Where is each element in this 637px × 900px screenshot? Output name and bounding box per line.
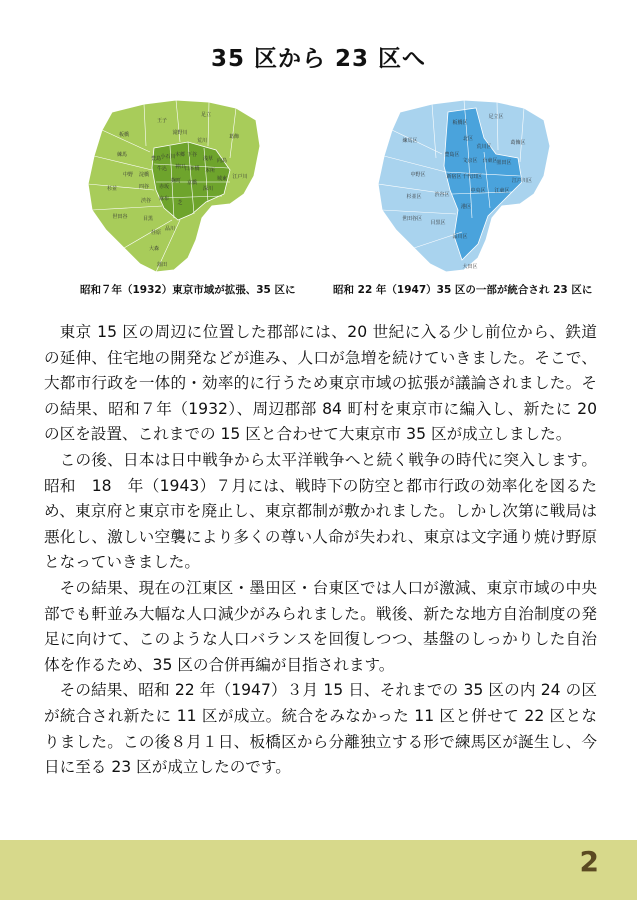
ward-label: 江戸川	[232, 174, 248, 180]
ward-label: 足立区	[488, 114, 504, 120]
ward-label: 葛飾	[228, 134, 240, 140]
ward-label: 下谷	[186, 152, 198, 158]
ward-label: 豊島	[150, 156, 162, 162]
ward-label: 江東区	[494, 188, 510, 194]
ward-label: 本所	[204, 168, 216, 174]
paragraph-3: その結果、現在の江東区・墨田区・台東区では人口が激減、東京市域の中央部でも軒並み大幅な人口減少がみられました。戦後、新たな地方自治制度の発足に向けて、このような人口バランスを回復しつつ、基盤のしっかりした自治体を作るため、35 区の合併再編が目指されます。	[44, 578, 597, 674]
ward-label: 千代田区	[461, 174, 483, 180]
ward-label: 荏原	[150, 230, 162, 236]
ward-label: 小石川	[160, 154, 176, 160]
paragraph-1: 東京 15 区の周辺に位置した郡部には、20 世紀に入る少し前位から、鉄道の延伸、住宅地の開発などが進み、人口が急増を続けていきました。そこで、大都市行政を一体的・効率的に行うため東京市域の拡張が議論されました。その結果、昭和７年（1932）、周辺郡部 84 町村を東京市に編入し、新たに 20 の区を設置、これまでの 15 区と合わせて大東京市 35 区が成立しました。	[44, 323, 597, 444]
ward-label: 麹町	[170, 178, 182, 184]
map-1932-35-wards	[84, 98, 264, 274]
page-title: 35 区から 23 区へ	[210, 46, 427, 72]
map-1947-23-wards	[372, 98, 554, 274]
ward-label: 練馬区	[402, 138, 418, 144]
ward-label: 城東	[216, 176, 228, 182]
ward-label: 向島	[216, 158, 228, 164]
ward-label: 中野区	[410, 172, 426, 178]
ward-label: 北区	[462, 136, 474, 142]
ward-label: 板橋区	[452, 120, 468, 126]
ward-label: 世田谷	[112, 214, 128, 220]
paragraph-4: その結果、昭和 22 年（1947）３月 15 日、それまでの 35 区の内 24 の区が統合され新たに 11 区が成立。統合をみなかった 11 区と併せて 22 区となりました。この後８月１日、板橋区から分離独立する形で練馬区が誕生し、今日に至る 23 区が成立したのです。	[44, 681, 597, 777]
ward-label: 牛込	[156, 166, 168, 172]
ward-label: 文京区	[462, 158, 478, 164]
ward-label: 渋谷区	[434, 192, 450, 198]
ward-label: 品川	[164, 226, 176, 232]
ward-label: 葛飾区	[510, 140, 526, 146]
ward-label: 京橋	[186, 180, 198, 186]
ward-label: 荒川区	[476, 144, 492, 150]
ward-label: 世田谷区	[401, 216, 423, 222]
ward-label: 赤坂	[158, 184, 170, 190]
ward-label: 荒川	[196, 138, 208, 144]
ward-label: 渋谷	[140, 198, 152, 204]
ward-label: 台東区	[482, 158, 498, 164]
ward-label: 品川区	[452, 234, 468, 240]
ward-label: 大田区	[462, 264, 478, 270]
ward-label: 王子	[156, 118, 168, 124]
ward-label: 日本橋	[184, 166, 200, 172]
ward-label: 滝野川	[172, 130, 188, 136]
ward-label: 四谷	[138, 184, 150, 190]
map-right-caption: 昭和 22 年（1947）35 区の一部が統合され 23 区に	[333, 284, 593, 296]
ward-label: 浅草	[202, 156, 214, 162]
ward-label: 神田	[174, 164, 186, 170]
page-number: 2	[579, 845, 599, 878]
ward-label: 江戸川区	[511, 178, 533, 184]
ward-label: 芝	[177, 200, 183, 206]
ward-label: 杉並区	[406, 194, 422, 200]
ward-label: 練馬	[116, 152, 128, 158]
ward-label: 大森	[148, 246, 160, 252]
ward-label: 中野	[122, 172, 134, 178]
ward-label: 新宿区	[446, 174, 462, 180]
ward-label: 足立	[200, 112, 212, 118]
ward-label: 墨田区	[496, 160, 512, 166]
ward-label: 中央区	[470, 188, 486, 194]
ward-label: 港区	[460, 204, 472, 210]
ward-label: 本郷	[174, 152, 186, 158]
ward-label: 蒲田	[156, 262, 168, 268]
body-text	[44, 320, 597, 781]
footer-band	[0, 840, 637, 900]
ward-label: 目黒区	[430, 220, 446, 226]
ward-label: 杉並	[106, 186, 118, 192]
ward-label: 板橋	[118, 132, 130, 138]
paragraph-2: この後、日本は日中戦争から太平洋戦争へと続く戦争の時代に突入します。昭和 18 年（1943）７月には、戦時下の防空と都市行政の効率化を図るため、東京府と東京市を廃止し、東京都制が敷かれました。しかし次第に戦局は悪化し、激しい空襲により多くの尊い人命が失われ、東京は文字通り焼け野原となっていきました。	[44, 450, 597, 572]
ward-label: 深川	[202, 186, 214, 192]
ward-label: 目黒	[142, 216, 154, 222]
ward-label: 豊島区	[444, 152, 460, 158]
map-left-caption: 昭和７年（1932）東京市域が拡張、35 区に	[80, 284, 296, 296]
ward-label: 淀橋	[138, 172, 150, 178]
ward-label: 麻布	[158, 196, 170, 202]
